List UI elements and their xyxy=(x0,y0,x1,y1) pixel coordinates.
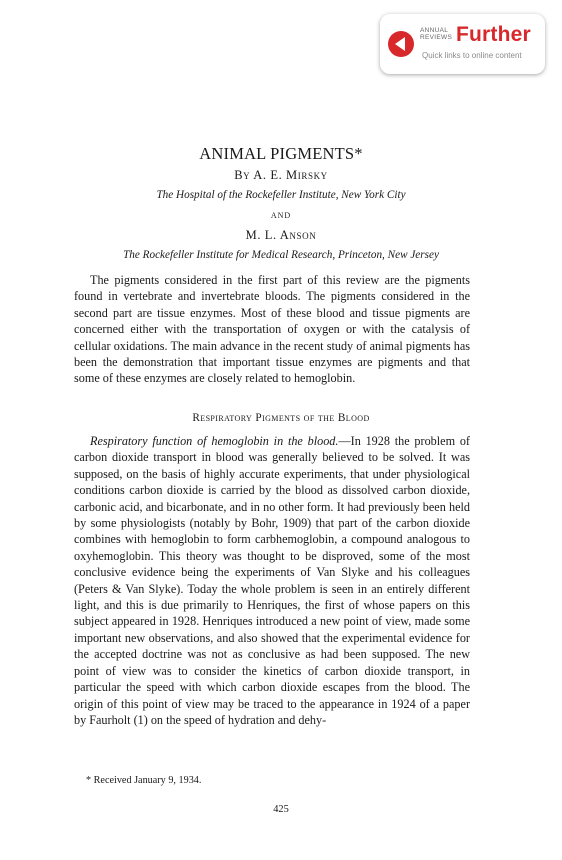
page-number: 425 xyxy=(273,804,289,815)
author-2: M. L. Anson xyxy=(245,228,317,242)
badge-annual-text: ANNUAL xyxy=(420,27,449,34)
article-title: ANIMAL PIGMENTS* xyxy=(199,144,363,163)
intro-paragraph: The pigments considered in the first part of this review are the pigments found in vertebrate and invertebrate bloods. The pigments considered in the second part are tissue enzymes. Most of these blood and tissue pigments are concerned either with the transportation of oxygen or with the catalysis of cellular oxidations. The main advance in the recent study of animal pigments has been the demonstration that important tissue enzymes are pigments and that some of these enzymes are closely related to hemoglobin. xyxy=(74,273,470,386)
affiliation-1: The Hospital of the Rockefeller Institute, New York City xyxy=(156,189,406,201)
section-heading: Respiratory Pigments of the Blood xyxy=(192,412,370,424)
subsection-title: Respiratory function of hemoglobin in the blood. xyxy=(90,434,339,448)
body-paragraph xyxy=(74,433,470,728)
annual-reviews-further-badge[interactable] xyxy=(380,14,545,74)
annual-reviews-wordmark xyxy=(420,27,452,41)
badge-reviews-text: REVIEWS xyxy=(420,34,453,41)
further-arrow-icon xyxy=(388,31,414,57)
badge-further-text: Further xyxy=(456,23,531,46)
body-text: —In 1928 the problem of carbon dioxide transport in blood was generally believed to be solved. It was supposed, on the basis of highly accurate experiments, that under physiological conditions carbon dioxide is carried by the blood as dissolved carbon dioxide, carbonic acid, and bicarbonate, and in no other form. It had previously been held by some physiologists (notably by Bohr, 1909) that part of the carbon dioxide combines with hemoglobin to form carbhemoglobin, a compound analogous to oxyhemoglobin. This theory was thought to be disproved, some of the most conclusive evidence being the experiments of Van Slyke and his colleagues (Peters & Van Slyke). Today the whole problem is seen in an entirely different light, and this is due primarily to Henriques, the first of whose papers on this subject appeared in 1928. Henriques introduced a new point of view, made some important new observations, and also showed that the experimental evidence for the accepted doctrine was not as conclusive as had been supposed. The new point of view was to consider the kinetics of carbon dioxide transport, in particular the speed with which carbon dioxide escapes from the blood. The origin of this point of view may be traced to the appearance in 1924 of a paper by Faurholt (1) on the speed of hydration and dehy- xyxy=(74,434,470,727)
affiliation-2: The Rockefeller Institute for Medical Research, Princeton, New Jersey xyxy=(123,249,439,261)
and-separator: AND xyxy=(270,211,292,220)
author-1: By A. E. Mirsky xyxy=(234,168,328,182)
badge-subtitle: Quick links to online content xyxy=(422,51,522,60)
footnote: * Received January 9, 1934. xyxy=(86,775,202,786)
